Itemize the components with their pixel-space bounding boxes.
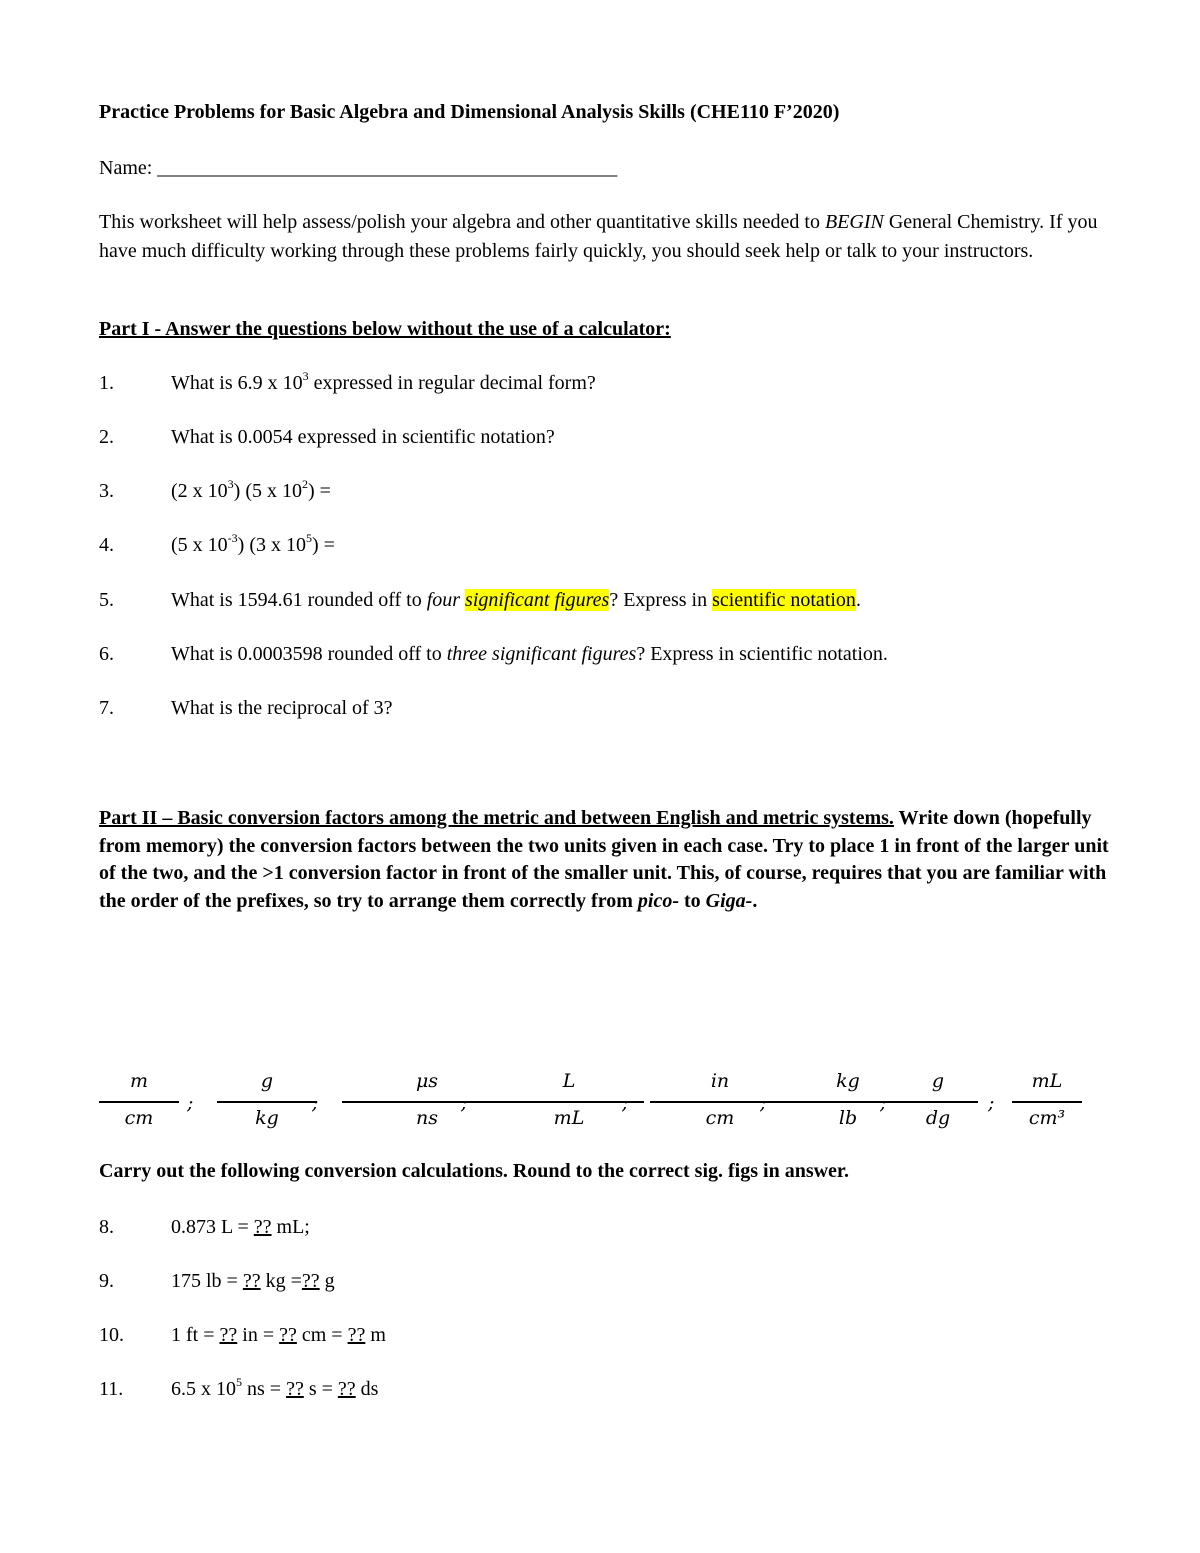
separator: ; [461, 1092, 468, 1114]
fraction-mL-cm3: mL cm³ [1012, 1070, 1082, 1129]
separator: ; [187, 1092, 194, 1114]
fraction-us-ns: μs ns [342, 1070, 512, 1129]
part2-section: Part II – Basic conversion factors among the metric and between English and metric systems. Write down (hopefully from memory) the conversion factors between the two units given in each case. Try to place 1 in front of the larger unit of the two, and the >1 conversion factor in front of the smaller unit. This, of course, requires that you are familiar with the order of the prefixes, so try to arrange them correctly from pico- to Giga-. [99, 807, 1109, 912]
question-1: 1. What is 6.9 x $10^3$ expressed in regular decimal form? [99, 369, 596, 394]
worksheet-title: Practice Problems for Basic Algebra and Dimensional Analysis Skills (CHE110 F’2020) [99, 101, 840, 123]
fraction-L-mL: L mL [494, 1070, 644, 1129]
separator: ; [880, 1092, 887, 1114]
separator: ; [760, 1092, 767, 1114]
conversion-fractions-row [99, 1070, 1099, 1140]
conversion-calculations-heading: Carry out the following conversion calculations. Round to the correct sig. figs in answer. [99, 1160, 849, 1182]
highlight-significant-figures: significant figures [465, 589, 610, 611]
fraction-kg-lb: kg lb [778, 1070, 918, 1129]
separator: ; [622, 1092, 629, 1114]
part2-heading: Part II – Basic conversion factors among the metric and between English and metric systems. [99, 807, 894, 829]
fraction-m-cm: m cm [99, 1070, 179, 1129]
question-3: 3. (2 x $10^3$) (5 x $10^2$) = [99, 477, 331, 502]
question-4: 4. (5 x $10^{-3}$) (3 x $10^5$) = [99, 531, 335, 556]
question-8: 8. 0.873 L = ?? mL; [99, 1216, 310, 1238]
question-6: 6. What is 0.0003598 rounded off to three significant figures? Express in scientific notation. [99, 643, 888, 665]
question-10: 10. 1 ft = ?? in = ?? cm = ?? m [99, 1324, 386, 1346]
intro-paragraph: This worksheet will help assess/polish your algebra and other quantitative skills needed to BEGIN General Chemistry. If you have much difficulty working through these problems fairly quickly, you should seek help or talk to your instructors. [99, 211, 1098, 262]
question-9: 9. 175 lb = ?? kg =?? g [99, 1270, 335, 1292]
separator: ; [988, 1092, 995, 1114]
question-7: 7. What is the reciprocal of 3? [99, 697, 393, 719]
question-2: 2. What is 0.0054 expressed in scientific notation? [99, 426, 555, 448]
question-5: 5. What is 1594.61 rounded off to four significant figures? Express in scientific notation. [99, 589, 861, 611]
highlight-scientific-notation: scientific notation [712, 589, 856, 611]
question-11: 11. 6.5 x $10^5$ ns = ?? s = ?? ds [99, 1375, 379, 1400]
name-field-line: Name: ______________________________________________ [99, 157, 618, 179]
fraction-in-cm: in cm [650, 1070, 790, 1129]
separator: ; [312, 1092, 319, 1114]
fraction-g-dg: g dg [898, 1070, 978, 1129]
part1-heading: Part I - Answer the questions below without the use of a calculator: [99, 318, 671, 340]
fraction-g-kg: g kg [217, 1070, 317, 1129]
